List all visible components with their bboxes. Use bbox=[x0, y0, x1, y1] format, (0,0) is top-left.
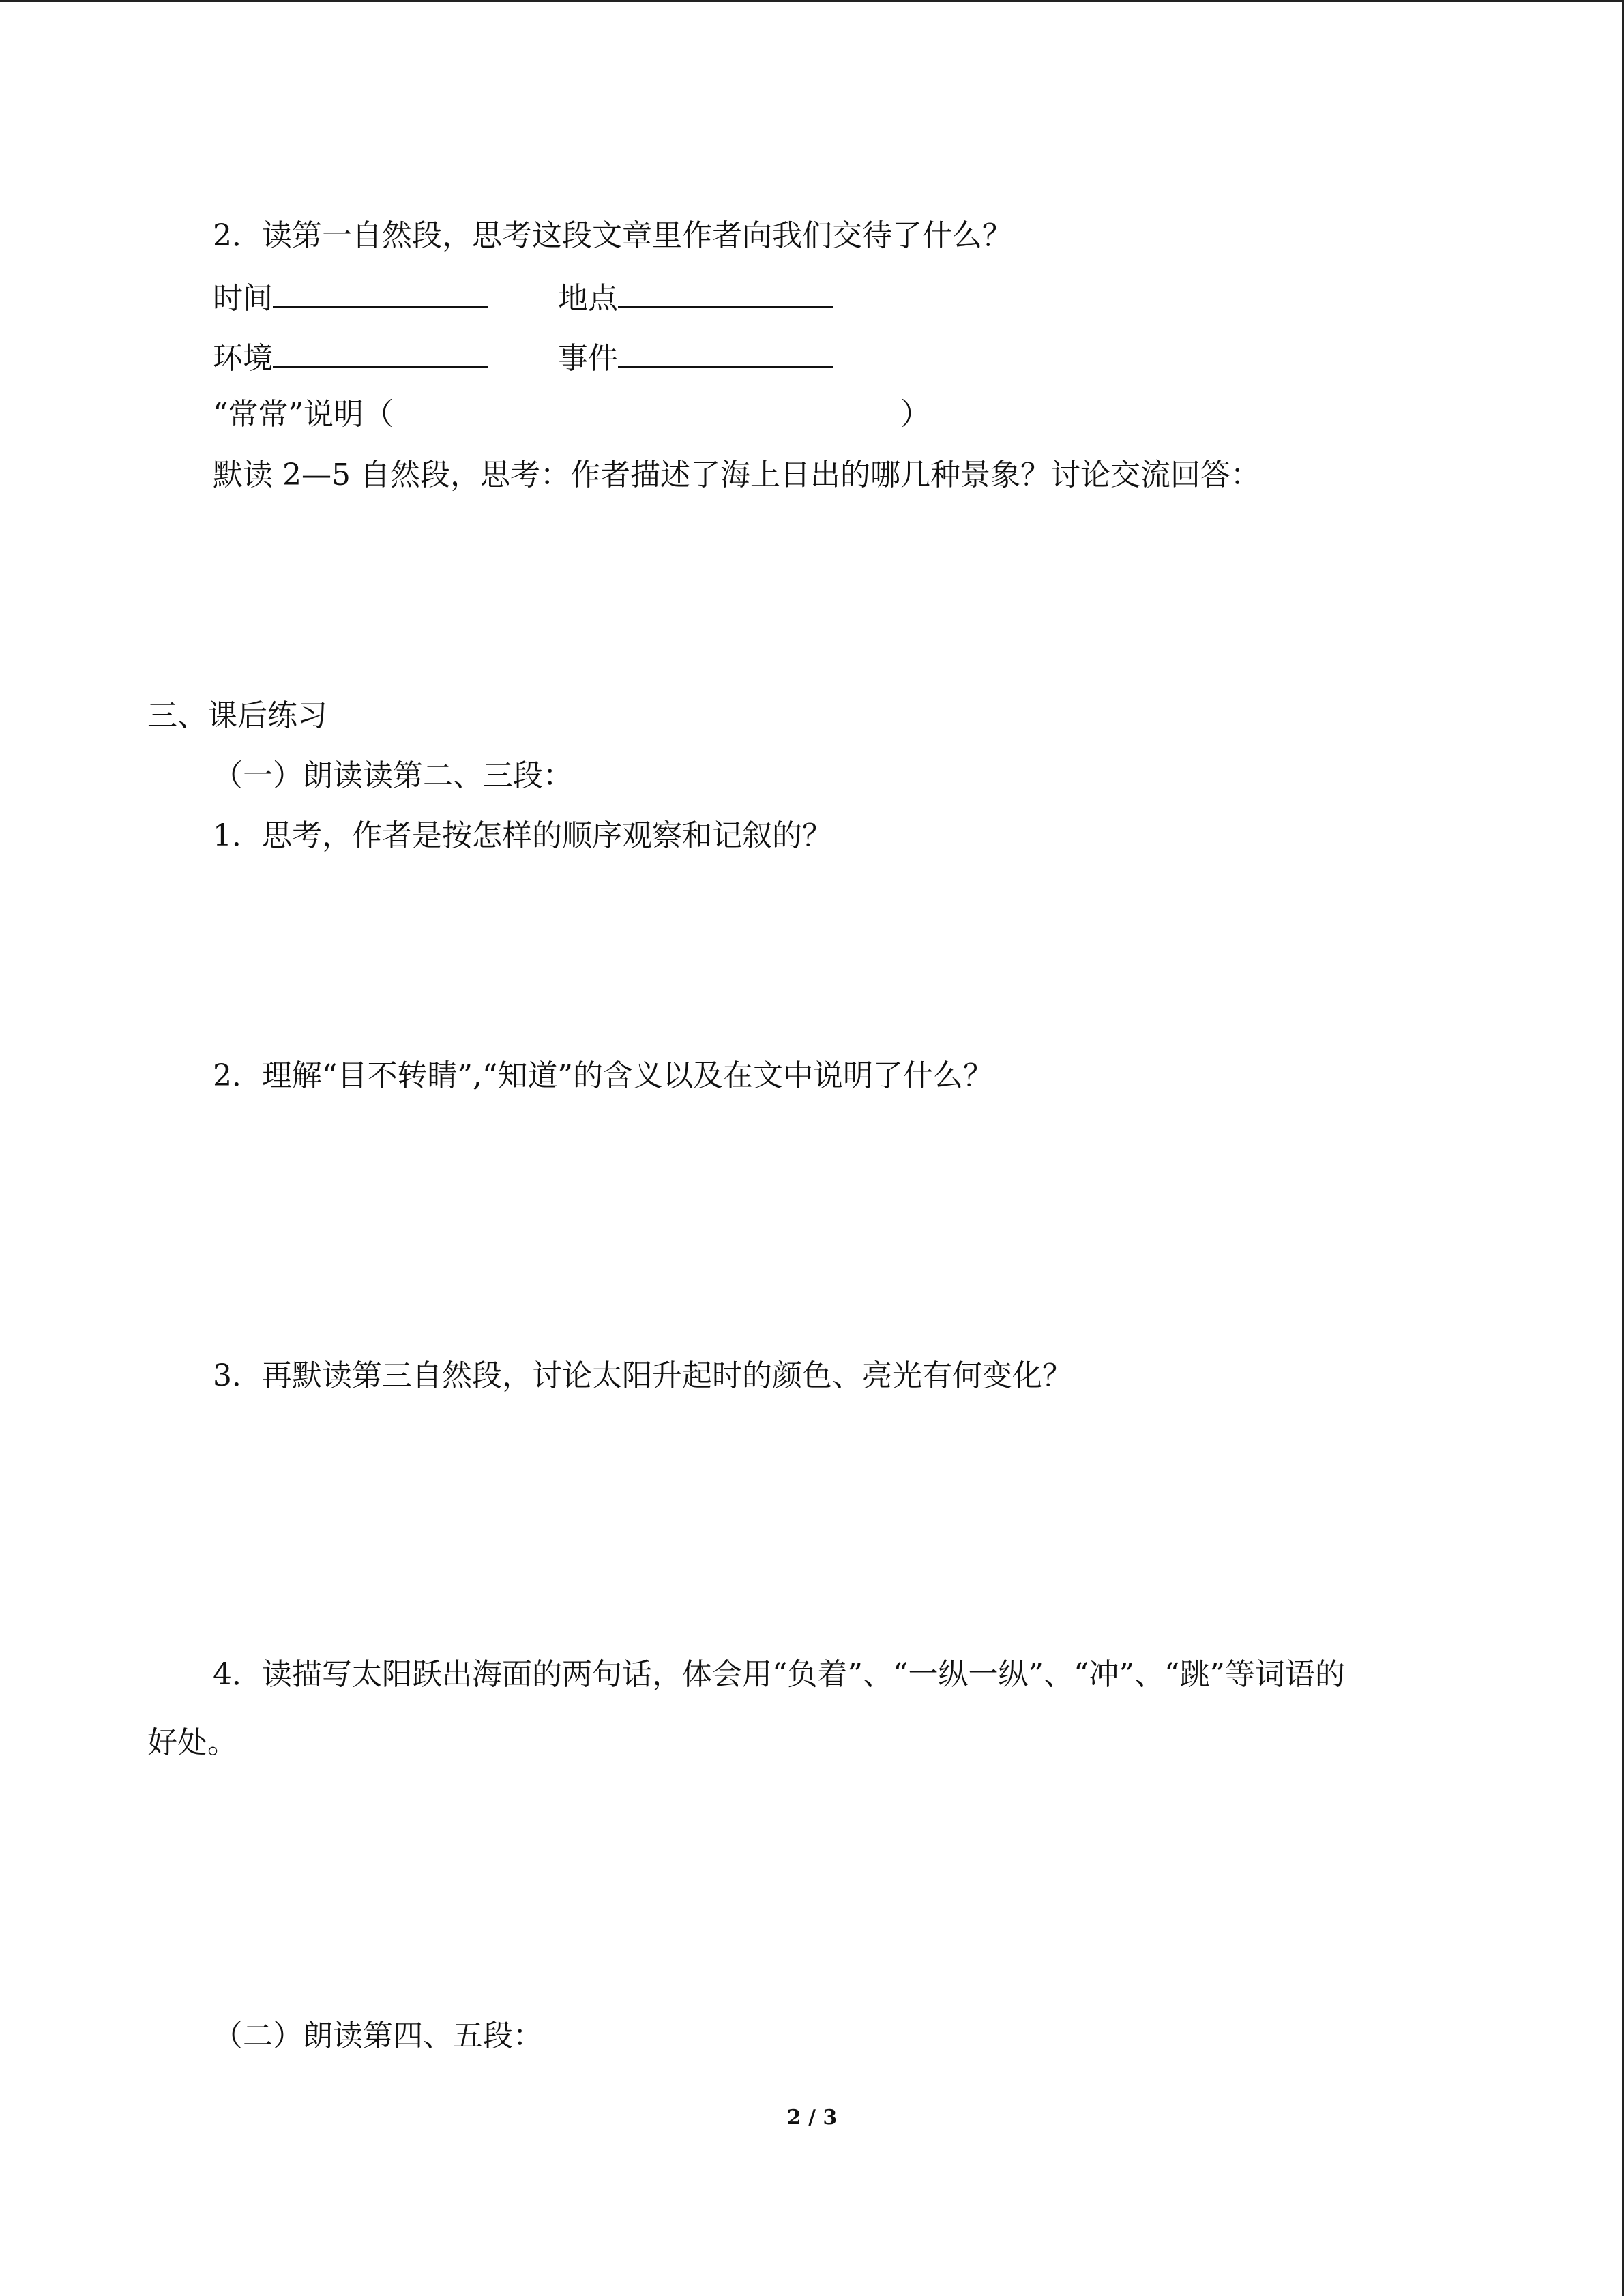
question-word-usage-line-2: 好处。 bbox=[147, 1725, 237, 1760]
question-word-meaning: 2．理解“目不转睛”,“知道”的含义以及在文中说明了什么？ bbox=[213, 1058, 993, 1093]
time-label: 时间 bbox=[213, 281, 273, 316]
place-blank[interactable] bbox=[618, 276, 833, 308]
place-field bbox=[558, 276, 833, 318]
part-one-heading: （一）朗读读第二、三段： bbox=[213, 758, 573, 793]
environment-blank[interactable] bbox=[273, 336, 488, 368]
environment-label: 环境 bbox=[213, 341, 273, 376]
time-field bbox=[213, 276, 488, 318]
place-label: 地点 bbox=[558, 281, 618, 316]
question-read-first-paragraph: 2．读第一自然段，思考这段文章里作者向我们交待了什么？ bbox=[213, 218, 1012, 253]
section-heading: 三、课后练习 bbox=[147, 698, 327, 733]
page-top-border bbox=[0, 0, 1624, 2]
question-sun-color-change: 3．再默读第三自然段，讨论太阳升起时的颜色、亮光有何变化？ bbox=[213, 1358, 1072, 1393]
event-blank[interactable] bbox=[618, 336, 833, 368]
changchang-prompt: “常常”说明（ bbox=[213, 397, 394, 432]
silent-reading-prompt: 默读 2—5 自然段，思考：作者描述了海上日出的哪几种景象？讨论交流回答： bbox=[213, 458, 1260, 492]
environment-field bbox=[213, 336, 488, 378]
page-number: 2 / 3 bbox=[786, 2106, 838, 2130]
question-order-of-observation: 1．思考，作者是按怎样的顺序观察和记叙的？ bbox=[213, 818, 832, 853]
event-field bbox=[558, 336, 833, 378]
part-two-heading: （二）朗读第四、五段： bbox=[213, 2018, 543, 2053]
event-label: 事件 bbox=[558, 341, 618, 376]
changchang-close-paren: ） bbox=[900, 397, 930, 432]
question-word-usage-line-1: 4．读描写太阳跃出海面的两句话，体会用“负着”、“一纵一纵”、“冲”、“跳”等词语的 bbox=[213, 1657, 1345, 1692]
time-blank[interactable] bbox=[273, 276, 488, 308]
